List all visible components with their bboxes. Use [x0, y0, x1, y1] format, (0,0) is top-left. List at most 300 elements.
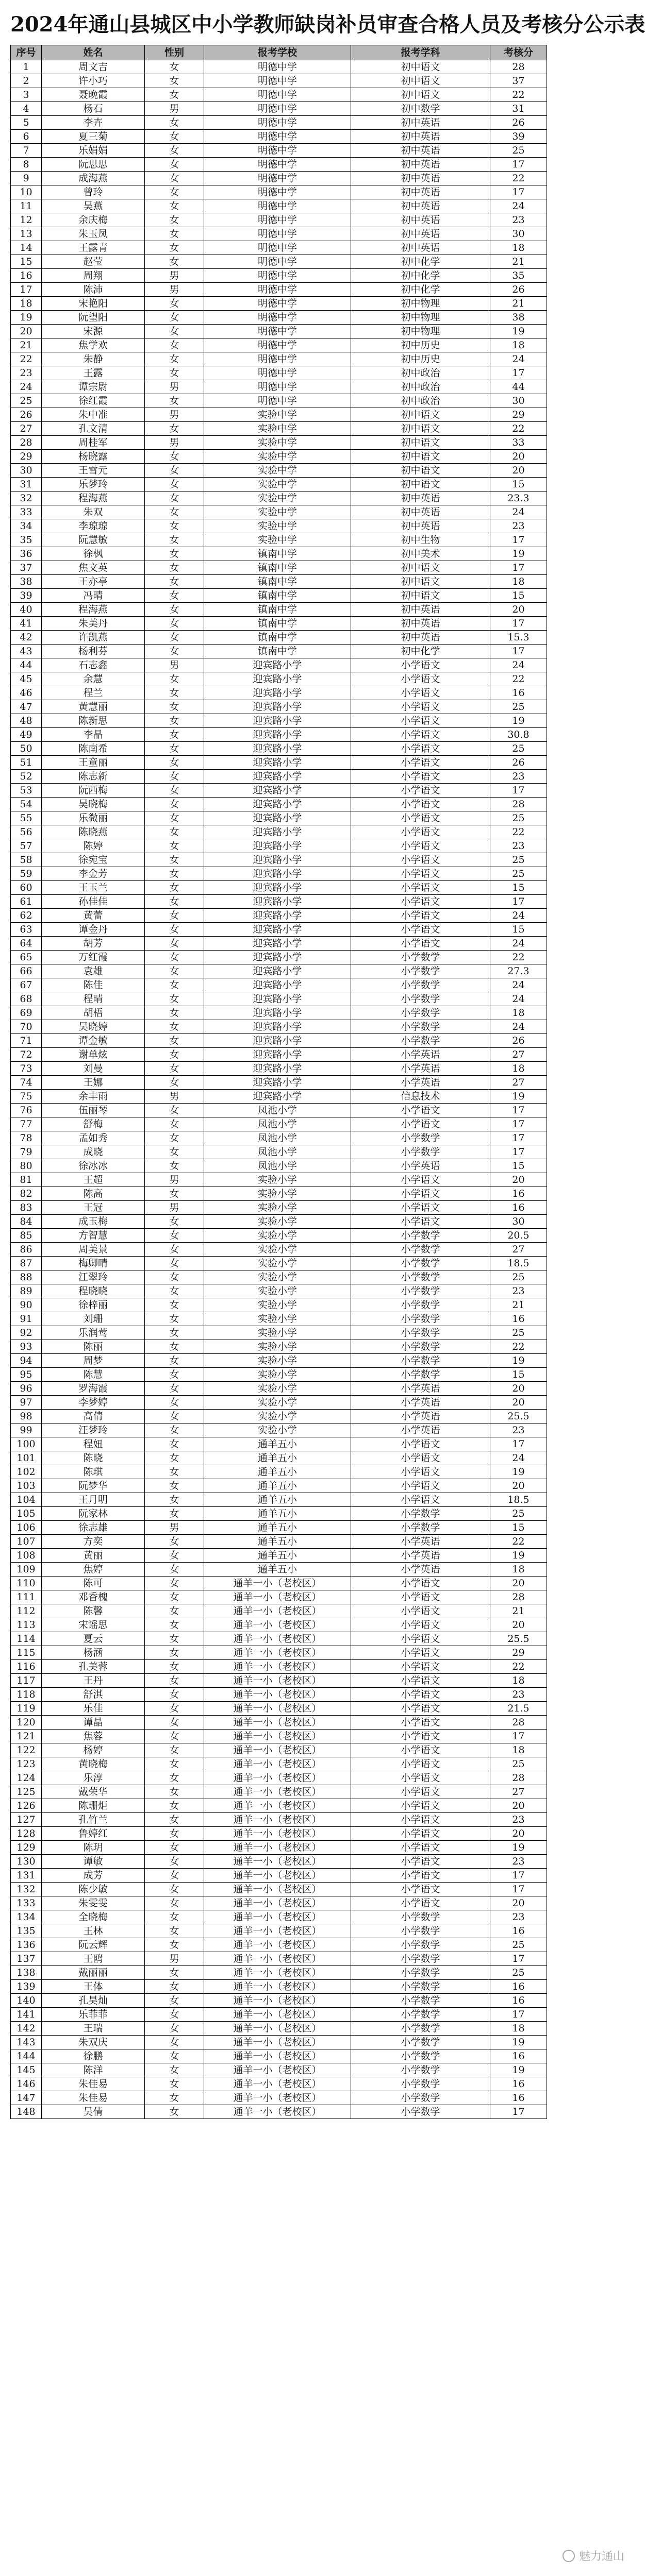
cell-number: 117 [11, 1674, 42, 1688]
cell-number: 94 [11, 1354, 42, 1368]
cell-subject: 初中数学 [351, 102, 490, 116]
cell-school: 实验小学 [204, 1201, 351, 1215]
cell-number: 55 [11, 811, 42, 825]
cell-subject: 小学数学 [351, 1354, 490, 1368]
cell-subject: 小学数学 [351, 992, 490, 1006]
cell-subject: 小学数学 [351, 2008, 490, 2022]
cell-school: 实验中学 [204, 492, 351, 505]
cell-school: 迎宾路小学 [204, 867, 351, 881]
cell-score: 18 [490, 338, 547, 352]
cell-subject: 小学数学 [351, 1257, 490, 1270]
cell-score: 16 [490, 1980, 547, 1994]
table-row [11, 728, 547, 742]
cell-name: 陈馨 [42, 1604, 145, 1618]
table-row [11, 144, 547, 158]
cell-number: 1 [11, 60, 42, 74]
table-row [11, 116, 547, 130]
cell-school: 通羊一小（老校区） [204, 1618, 351, 1632]
cell-name: 黄晓梅 [42, 1757, 145, 1771]
cell-subject: 小学语文 [351, 1743, 490, 1757]
cell-score: 15 [490, 589, 547, 603]
table-row [11, 213, 547, 227]
cell-score: 24 [490, 937, 547, 951]
table-row [11, 2077, 547, 2091]
cell-subject: 小学数学 [351, 1521, 490, 1535]
cell-score: 21 [490, 255, 547, 269]
cell-gender: 女 [145, 937, 204, 951]
cell-gender: 女 [145, 1507, 204, 1521]
cell-subject: 小学语文 [351, 923, 490, 937]
cell-subject: 小学语文 [351, 1883, 490, 1896]
cell-score: 23 [490, 1423, 547, 1437]
cell-score: 19 [490, 1354, 547, 1368]
table-row [11, 1201, 547, 1215]
cell-number: 34 [11, 519, 42, 533]
cell-subject: 小学英语 [351, 1076, 490, 1090]
cell-score: 27 [490, 1243, 547, 1257]
cell-gender: 女 [145, 839, 204, 853]
cell-school: 迎宾路小学 [204, 798, 351, 811]
cell-school: 明德中学 [204, 74, 351, 88]
cell-subject: 初中语文 [351, 464, 490, 478]
cell-name: 吴晓梅 [42, 798, 145, 811]
cell-name: 王玉兰 [42, 881, 145, 895]
cell-subject: 小学数学 [351, 2022, 490, 2036]
cell-gender: 女 [145, 1396, 204, 1410]
cell-score: 19 [490, 547, 547, 561]
cell-subject: 初中英语 [351, 116, 490, 130]
cell-score: 21 [490, 297, 547, 311]
cell-number: 66 [11, 964, 42, 978]
cell-number: 120 [11, 1716, 42, 1730]
cell-number: 27 [11, 422, 42, 436]
cell-subject: 小学语文 [351, 1479, 490, 1493]
cell-school: 实验小学 [204, 1187, 351, 1201]
cell-subject: 初中英语 [351, 227, 490, 241]
cell-gender: 女 [145, 366, 204, 380]
cell-gender: 女 [145, 1298, 204, 1312]
table-row [11, 909, 547, 923]
cell-name: 王亦亭 [42, 575, 145, 589]
cell-gender: 女 [145, 2049, 204, 2063]
cell-score: 20 [490, 1618, 547, 1632]
cell-gender: 女 [145, 1549, 204, 1563]
table-row [11, 1910, 547, 1924]
cell-gender: 女 [145, 645, 204, 658]
table-row [11, 1034, 547, 1048]
cell-gender: 女 [145, 1270, 204, 1284]
cell-subject: 小学语文 [351, 1577, 490, 1590]
cell-gender: 女 [145, 1257, 204, 1270]
cell-name: 王娜 [42, 1076, 145, 1090]
cell-gender: 女 [145, 144, 204, 158]
cell-subject: 小学语文 [351, 1618, 490, 1632]
cell-name: 周梦 [42, 1354, 145, 1368]
cell-number: 23 [11, 366, 42, 380]
cell-gender: 女 [145, 742, 204, 756]
cell-subject: 初中英语 [351, 199, 490, 213]
cell-number: 98 [11, 1410, 42, 1423]
cell-gender: 女 [145, 1757, 204, 1771]
cell-name: 谢单炫 [42, 1048, 145, 1062]
cell-name: 徐梓丽 [42, 1298, 145, 1312]
cell-number: 85 [11, 1229, 42, 1243]
table-row [11, 686, 547, 700]
cell-gender: 男 [145, 1201, 204, 1215]
cell-number: 75 [11, 1090, 42, 1104]
cell-school: 明德中学 [204, 325, 351, 338]
cell-name: 王月明 [42, 1493, 145, 1507]
table-row [11, 1090, 547, 1104]
table-row [11, 227, 547, 241]
cell-subject: 初中英语 [351, 492, 490, 505]
cell-gender: 女 [145, 213, 204, 227]
cell-name: 邓香槐 [42, 1590, 145, 1604]
cell-gender: 女 [145, 575, 204, 589]
cell-school: 实验小学 [204, 1284, 351, 1298]
cell-gender: 女 [145, 1382, 204, 1396]
cell-school: 明德中学 [204, 352, 351, 366]
cell-score: 26 [490, 1034, 547, 1048]
cell-name: 罗海霞 [42, 1382, 145, 1396]
cell-subject: 小学语文 [351, 1465, 490, 1479]
cell-gender: 女 [145, 964, 204, 978]
cell-school: 镇南中学 [204, 561, 351, 575]
table-row [11, 617, 547, 631]
cell-score: 19 [490, 1549, 547, 1563]
cell-school: 通羊一小（老校区） [204, 1827, 351, 1841]
cell-name: 王体 [42, 1980, 145, 1994]
cell-score: 25.5 [490, 1410, 547, 1423]
table-row [11, 2022, 547, 2036]
cell-number: 53 [11, 784, 42, 798]
cell-name: 刘曼 [42, 1062, 145, 1076]
table-row [11, 1396, 547, 1410]
cell-subject: 小学数学 [351, 2049, 490, 2063]
cell-subject: 小学数学 [351, 1145, 490, 1159]
cell-gender: 女 [145, 1799, 204, 1813]
cell-number: 76 [11, 1104, 42, 1117]
cell-name: 朱佳易 [42, 2091, 145, 2105]
cell-school: 通羊五小 [204, 1521, 351, 1535]
cell-number: 77 [11, 1117, 42, 1131]
cell-score: 18.5 [490, 1493, 547, 1507]
table-row [11, 255, 547, 269]
cell-number: 69 [11, 1006, 42, 1020]
cell-subject: 小学语文 [351, 756, 490, 770]
cell-name: 王丹 [42, 1674, 145, 1688]
cell-gender: 女 [145, 1145, 204, 1159]
cell-score: 27 [490, 1076, 547, 1090]
cell-gender: 女 [145, 909, 204, 923]
cell-school: 明德中学 [204, 158, 351, 172]
cell-gender: 女 [145, 1994, 204, 2008]
cell-number: 12 [11, 213, 42, 227]
table-row [11, 1465, 547, 1479]
cell-score: 25 [490, 811, 547, 825]
cell-name: 成晓 [42, 1145, 145, 1159]
cell-school: 通羊一小（老校区） [204, 1577, 351, 1590]
cell-school: 通羊一小（老校区） [204, 1896, 351, 1910]
cell-score: 21.5 [490, 1702, 547, 1716]
cell-score: 27 [490, 1048, 547, 1062]
cell-school: 通羊一小（老校区） [204, 1757, 351, 1771]
cell-school: 通羊一小（老校区） [204, 2063, 351, 2077]
cell-gender: 女 [145, 895, 204, 909]
table-row [11, 561, 547, 575]
cell-school: 通羊一小（老校区） [204, 2077, 351, 2091]
cell-school: 凤池小学 [204, 1104, 351, 1117]
cell-school: 通羊五小 [204, 1479, 351, 1493]
cell-gender: 女 [145, 2091, 204, 2105]
cell-school: 通羊五小 [204, 1493, 351, 1507]
table-row [11, 297, 547, 311]
cell-school: 迎宾路小学 [204, 909, 351, 923]
cell-number: 45 [11, 672, 42, 686]
cell-gender: 女 [145, 1910, 204, 1924]
cell-score: 21 [490, 1604, 547, 1618]
cell-score: 20 [490, 1382, 547, 1396]
cell-school: 迎宾路小学 [204, 951, 351, 964]
cell-score: 24 [490, 658, 547, 672]
cell-subject: 小学语文 [351, 658, 490, 672]
cell-name: 孔美蓉 [42, 1660, 145, 1674]
cell-name: 孔竹兰 [42, 1813, 145, 1827]
cell-gender: 女 [145, 1034, 204, 1048]
cell-number: 121 [11, 1730, 42, 1743]
cell-name: 陈佳 [42, 978, 145, 992]
cell-gender: 女 [145, 770, 204, 784]
cell-school: 迎宾路小学 [204, 923, 351, 937]
cell-subject: 初中英语 [351, 144, 490, 158]
cell-name: 阮思思 [42, 158, 145, 172]
cell-number: 8 [11, 158, 42, 172]
table-row [11, 1688, 547, 1702]
cell-school: 凤池小学 [204, 1117, 351, 1131]
cell-school: 通羊一小（老校区） [204, 1660, 351, 1674]
cell-score: 17 [490, 366, 547, 380]
cell-name: 鲁婷红 [42, 1827, 145, 1841]
cell-subject: 小学数学 [351, 1924, 490, 1938]
cell-gender: 女 [145, 1771, 204, 1785]
table-row [11, 839, 547, 853]
cell-gender: 女 [145, 1048, 204, 1062]
cell-name: 成芳 [42, 1869, 145, 1883]
cell-school: 明德中学 [204, 338, 351, 352]
cell-number: 125 [11, 1785, 42, 1799]
cell-gender: 女 [145, 1743, 204, 1757]
cell-number: 103 [11, 1479, 42, 1493]
cell-number: 86 [11, 1243, 42, 1257]
cell-score: 25 [490, 700, 547, 714]
cell-gender: 女 [145, 1855, 204, 1869]
cell-score: 24 [490, 352, 547, 366]
cell-gender: 女 [145, 1284, 204, 1298]
cell-subject: 小学语文 [351, 1215, 490, 1229]
cell-subject: 初中政治 [351, 366, 490, 380]
cell-score: 30 [490, 1215, 547, 1229]
cell-subject: 小学语文 [351, 1173, 490, 1187]
cell-name: 阮梦华 [42, 1479, 145, 1493]
cell-subject: 初中生物 [351, 533, 490, 547]
cell-name: 乐梦玲 [42, 478, 145, 492]
cell-name: 陈洋 [42, 2063, 145, 2077]
cell-subject: 小学数学 [351, 964, 490, 978]
cell-school: 迎宾路小学 [204, 700, 351, 714]
cell-gender: 女 [145, 631, 204, 645]
table-row [11, 2063, 547, 2077]
cell-score: 24 [490, 1451, 547, 1465]
cell-score: 17 [490, 2008, 547, 2022]
cell-number: 82 [11, 1187, 42, 1201]
cell-score: 17 [490, 1104, 547, 1117]
cell-subject: 小学数学 [351, 1034, 490, 1048]
cell-number: 96 [11, 1382, 42, 1396]
cell-subject: 初中语文 [351, 450, 490, 464]
cell-number: 28 [11, 436, 42, 450]
cell-subject: 初中语文 [351, 88, 490, 102]
cell-score: 20 [490, 603, 547, 617]
column-header-school: 报考学校 [204, 45, 351, 60]
cell-score: 16 [490, 686, 547, 700]
cell-subject: 初中历史 [351, 338, 490, 352]
table-row [11, 1799, 547, 1813]
cell-school: 通羊一小（老校区） [204, 1730, 351, 1743]
cell-number: 84 [11, 1215, 42, 1229]
cell-score: 17 [490, 784, 547, 798]
cell-number: 57 [11, 839, 42, 853]
cell-score: 19 [490, 1090, 547, 1104]
table-row [11, 1632, 547, 1646]
table-body [11, 60, 547, 2119]
table-row [11, 408, 547, 422]
cell-subject: 小学数学 [351, 1270, 490, 1284]
cell-score: 31 [490, 102, 547, 116]
cell-number: 39 [11, 589, 42, 603]
cell-number: 25 [11, 394, 42, 408]
cell-school: 实验小学 [204, 1243, 351, 1257]
cell-score: 19 [490, 325, 547, 338]
cell-score: 19 [490, 1465, 547, 1479]
cell-number: 44 [11, 658, 42, 672]
cell-number: 2 [11, 74, 42, 88]
cell-gender: 女 [145, 1493, 204, 1507]
cell-name: 黄丽 [42, 1549, 145, 1563]
table-row [11, 533, 547, 547]
cell-subject: 初中语文 [351, 60, 490, 74]
cell-school: 通羊一小（老校区） [204, 2049, 351, 2063]
cell-school: 实验小学 [204, 1340, 351, 1354]
cell-school: 凤池小学 [204, 1159, 351, 1173]
cell-school: 实验小学 [204, 1423, 351, 1437]
cell-school: 凤池小学 [204, 1145, 351, 1159]
cell-school: 迎宾路小学 [204, 937, 351, 951]
cell-score: 17 [490, 645, 547, 658]
cell-name: 王瑞 [42, 2022, 145, 2036]
cell-gender: 女 [145, 2063, 204, 2077]
cell-subject: 小学语文 [351, 909, 490, 923]
cell-score: 29 [490, 408, 547, 422]
cell-name: 阮云辉 [42, 1938, 145, 1952]
table-row [11, 1883, 547, 1896]
cell-name: 杨婷 [42, 1743, 145, 1757]
cell-score: 24 [490, 505, 547, 519]
cell-score: 25 [490, 742, 547, 756]
cell-subject: 小学语文 [351, 825, 490, 839]
cell-subject: 小学语文 [351, 1604, 490, 1618]
cell-school: 明德中学 [204, 283, 351, 297]
table-row [11, 2008, 547, 2022]
cell-name: 谭晶 [42, 1716, 145, 1730]
table-row [11, 1535, 547, 1549]
cell-name: 谭宗尉 [42, 380, 145, 394]
table-row [11, 2091, 547, 2105]
cell-gender: 女 [145, 672, 204, 686]
cell-gender: 女 [145, 185, 204, 199]
column-header-gender: 性别 [145, 45, 204, 60]
cell-score: 21 [490, 1298, 547, 1312]
cell-name: 陈晓燕 [42, 825, 145, 839]
cell-name: 程海燕 [42, 603, 145, 617]
cell-gender: 女 [145, 1326, 204, 1340]
cell-score: 23 [490, 1910, 547, 1924]
table-row [11, 311, 547, 325]
cell-school: 迎宾路小学 [204, 853, 351, 867]
cell-subject: 初中语文 [351, 408, 490, 422]
cell-name: 焦婷 [42, 1563, 145, 1577]
cell-school: 通羊一小（老校区） [204, 2105, 351, 2119]
table-row [11, 1284, 547, 1298]
cell-name: 陈南希 [42, 742, 145, 756]
cell-subject: 小学语文 [351, 1730, 490, 1743]
cell-subject: 小学英语 [351, 1382, 490, 1396]
cell-number: 58 [11, 853, 42, 867]
table-row [11, 978, 547, 992]
table-row [11, 1549, 547, 1563]
cell-score: 18 [490, 1674, 547, 1688]
cell-score: 20 [490, 1577, 547, 1590]
cell-score: 28 [490, 798, 547, 811]
cell-score: 18 [490, 1563, 547, 1577]
cell-subject: 初中英语 [351, 172, 490, 185]
cell-number: 145 [11, 2063, 42, 2077]
cell-number: 59 [11, 867, 42, 881]
cell-gender: 女 [145, 1243, 204, 1257]
cell-school: 镇南中学 [204, 603, 351, 617]
cell-name: 李金芳 [42, 867, 145, 881]
cell-school: 实验小学 [204, 1312, 351, 1326]
cell-name: 杨涵 [42, 1646, 145, 1660]
cell-name: 黄蕾 [42, 909, 145, 923]
cell-school: 明德中学 [204, 172, 351, 185]
cell-number: 95 [11, 1368, 42, 1382]
cell-school: 实验小学 [204, 1326, 351, 1340]
cell-score: 25 [490, 1757, 547, 1771]
cell-subject: 初中英语 [351, 158, 490, 172]
cell-number: 129 [11, 1841, 42, 1855]
cell-number: 26 [11, 408, 42, 422]
cell-number: 13 [11, 227, 42, 241]
cell-school: 通羊五小 [204, 1549, 351, 1563]
cell-name: 戴丽丽 [42, 1966, 145, 1980]
cell-name: 朱佳易 [42, 2077, 145, 2091]
cell-score: 16 [490, 1187, 547, 1201]
cell-number: 128 [11, 1827, 42, 1841]
cell-name: 许凯燕 [42, 631, 145, 645]
cell-name: 陈琪 [42, 1465, 145, 1479]
cell-number: 139 [11, 1980, 42, 1994]
cell-score: 18 [490, 2022, 547, 2036]
